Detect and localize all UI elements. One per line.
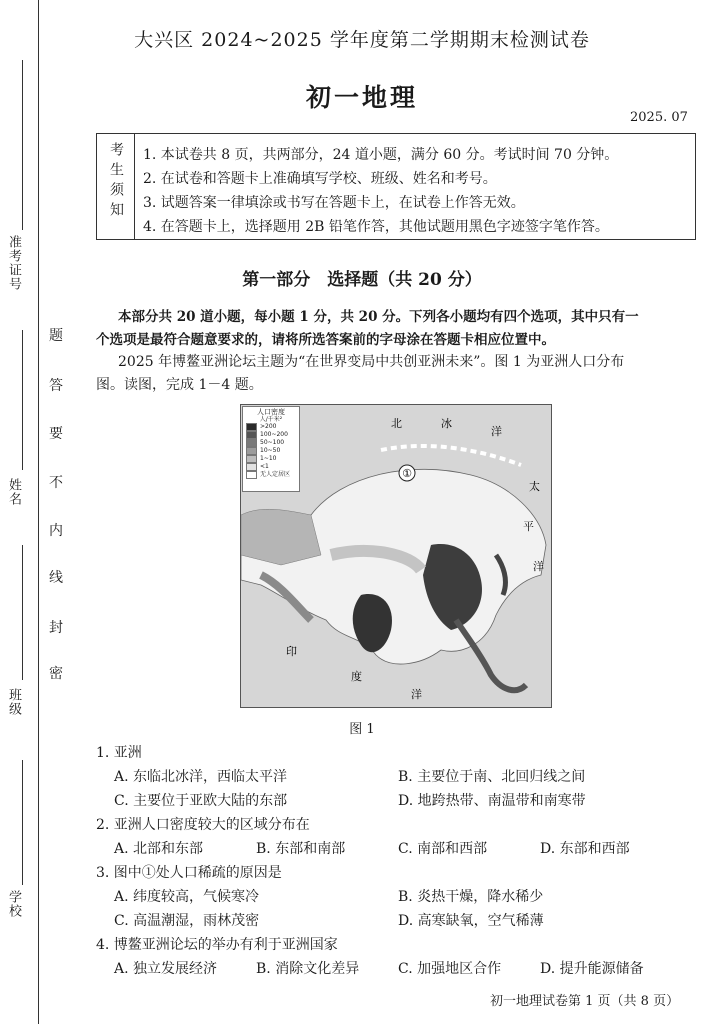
exam-title: 大兴区 2024~2025 学年度第二学期期末检测试卷 (134, 29, 590, 51)
notice-heading (97, 134, 135, 239)
instruction-line: 个选项是最符合题意要求的，请将所选答案前的字母涂在答题卡相应位置中。 (96, 332, 555, 348)
question-option: D. 提升能源储备 (540, 961, 644, 977)
legend-row (246, 447, 299, 455)
question-stem: 1. 亚洲 (96, 745, 142, 761)
legend-swatch (246, 455, 257, 463)
legend-row (246, 463, 299, 471)
legend-label: 1~10 (260, 455, 277, 462)
binding-line (38, 0, 39, 1024)
legend-title: 人口密度 (257, 408, 285, 416)
seal-char: 封 (49, 620, 63, 636)
question-option: A. 东临北冰洋，西临太平洋 (114, 769, 288, 785)
question-option: A. 北部和东部 (114, 841, 204, 857)
school-line (22, 760, 23, 885)
legend-label: 50~100 (260, 439, 285, 446)
notice-heading-text: 考生须知 (108, 142, 124, 222)
legend-swatch (246, 439, 257, 447)
map-legend (242, 406, 300, 492)
question-option: B. 东部和南部 (256, 841, 346, 857)
legend-row (246, 455, 299, 463)
question-option: B. 炎热干燥，降水稀少 (398, 889, 544, 905)
asia-population-map (240, 404, 552, 708)
notice-box (96, 133, 696, 240)
legend-label: 无人定居区 (260, 471, 291, 478)
legend-rows (243, 423, 299, 479)
legend-swatch (246, 431, 257, 439)
seal-char: 题 (49, 328, 63, 344)
question-stem: 4. 博鳌亚洲论坛的举办有利于亚洲国家 (96, 937, 338, 953)
question-option: D. 东部和西部 (540, 841, 630, 857)
question-option: B. 主要位于南、北回归线之间 (398, 769, 586, 785)
legend-label: >200 (260, 423, 277, 430)
part-title: 第一部分 选择题（共 20 分） (242, 270, 482, 290)
pacific-label: 平 (523, 520, 534, 533)
legend-swatch (246, 471, 257, 479)
notice-item: 1. 本试卷共 8 页，共两部分，24 道小题，满分 60 分。考试时间 70 分钟。 (143, 147, 619, 163)
europe-region (241, 509, 321, 565)
legend-row (246, 439, 299, 447)
legend-label: 10~50 (260, 447, 281, 454)
question-option: C. 加强地区合作 (398, 961, 502, 977)
marker-1-label: ① (402, 467, 412, 480)
intro-line: 2025 年博鳌亚洲论坛主题为“在世界变局中共创亚洲未来”。图 1 为亚洲人口分布 (118, 354, 625, 370)
question-option: A. 独立发展经济 (114, 961, 218, 977)
question-option: B. 消除文化差异 (256, 961, 360, 977)
seal-char: 线 (49, 570, 63, 586)
seal-char: 要 (49, 426, 63, 442)
arctic-label: 洋 (491, 425, 502, 438)
seal-char: 不 (49, 475, 63, 491)
legend-label: 100~200 (260, 431, 288, 438)
indian-ocean-label: 印 (286, 645, 297, 658)
question-stem: 3. 图中①处人口稀疏的原因是 (96, 865, 282, 881)
seal-char: 内 (49, 523, 63, 539)
exam-number-label: 准考证号 (6, 235, 21, 291)
question-option: C. 主要位于亚欧大陆的东部 (114, 793, 288, 809)
notice-item: 3. 试题答案一律填涂或书写在答题卡上，在试卷上作答无效。 (143, 195, 525, 211)
intro-line: 图。读图，完成 1－4 题。 (96, 377, 263, 393)
legend-swatch (246, 463, 257, 471)
legend-swatch (246, 423, 257, 431)
indian-ocean-label: 度 (351, 670, 362, 683)
question-option: C. 南部和西部 (398, 841, 488, 857)
pacific-label: 太 (529, 480, 540, 493)
class-label: 班级 (6, 688, 21, 716)
exam-date: 2025. 07 (630, 110, 688, 125)
name-label: 姓名 (6, 478, 21, 506)
indian-ocean-label: 洋 (411, 688, 422, 701)
legend-swatch (246, 447, 257, 455)
question-option: D. 地跨热带、南温带和南寒带 (398, 793, 586, 809)
question-option: A. 纬度较高，气候寒冷 (114, 889, 260, 905)
arctic-label: 冰 (441, 417, 452, 430)
legend-label: <1 (260, 463, 269, 470)
legend-unit: 人/千米² (259, 416, 283, 423)
legend-row (246, 471, 299, 479)
legend-row (246, 431, 299, 439)
legend-row (246, 423, 299, 431)
question-option: D. 高寒缺氧，空气稀薄 (398, 913, 544, 929)
question-stem: 2. 亚洲人口密度较大的区域分布在 (96, 817, 310, 833)
seal-char: 密 (49, 666, 63, 682)
instruction-line: 本部分共 20 道小题，每小题 1 分，共 20 分。下列各小题均有四个选项，其中只有一 (118, 309, 639, 325)
school-label: 学校 (6, 890, 21, 918)
notice-item: 2. 在试卷和答题卡上准确填写学校、班级、姓名和考号。 (143, 171, 497, 187)
class-line (22, 545, 23, 680)
notice-item: 4. 在答题卡上，选择题用 2B 铅笔作答，其他试题用黑色字迹签字笔作答。 (143, 219, 609, 235)
name-line (22, 330, 23, 470)
arctic-label: 北 (391, 417, 402, 430)
question-option: C. 高温潮湿，雨林茂密 (114, 913, 260, 929)
subject-title: 初一地理 (305, 83, 418, 112)
seal-char: 答 (49, 378, 63, 394)
ocean-label-small: 洋 (533, 560, 544, 573)
page-footer: 初一地理试卷第 1 页（共 8 页） (490, 994, 680, 1009)
figure-caption: 图 1 (349, 722, 375, 737)
